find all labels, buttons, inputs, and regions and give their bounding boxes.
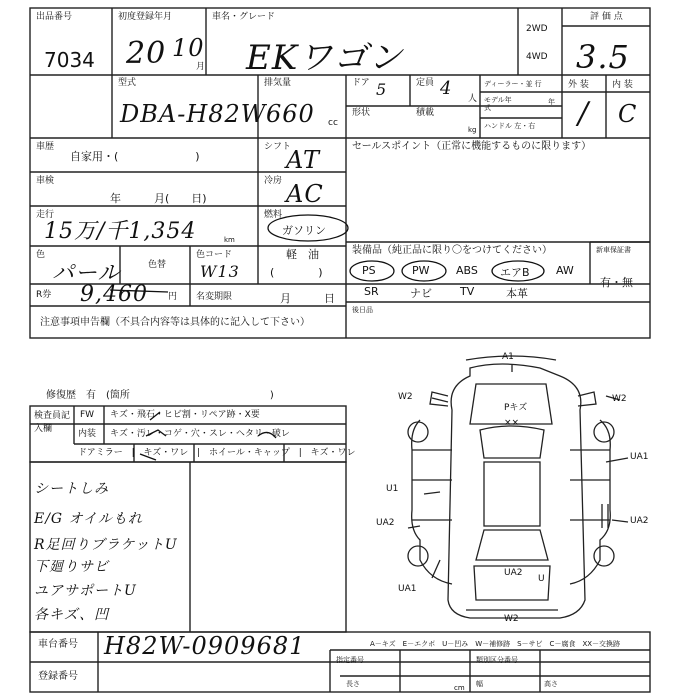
- equip-abs: ABS: [456, 264, 478, 277]
- reg-year: 20: [126, 36, 167, 71]
- dealer-label: ディーラー・並 行: [484, 80, 542, 88]
- load-label: 積載: [416, 108, 435, 118]
- warranty-label: 新車保証書: [596, 246, 631, 254]
- capacity: 4: [440, 78, 453, 99]
- shift-value: AT: [286, 146, 321, 174]
- damage-mark: Pキズ: [504, 403, 528, 413]
- equip-navi: ナビ: [410, 287, 432, 300]
- damage-legend: A－キズ E－エクボ U－凹み W－補修跡 S－サビ C－腐食 XX－交換跡: [370, 640, 621, 648]
- equip-aw: AW: [556, 264, 574, 277]
- class-number-label: 類別区分番号: [476, 656, 518, 664]
- km-unit: km: [224, 236, 235, 244]
- chassis-number: H82W-0909681: [104, 632, 306, 660]
- model-code: DBA-H82W: [120, 100, 267, 128]
- cert-number-label: 指定番号: [336, 656, 364, 664]
- drive-4wd: 4WD: [526, 52, 548, 62]
- equip-leather: 本革: [506, 287, 528, 300]
- length-unit: cm: [454, 684, 465, 692]
- color-value: パール: [52, 261, 121, 286]
- damage-mark: W2: [504, 614, 519, 624]
- interior-check-text: キズ・汚レ・コゲ・穴・スレ・ヘタリ・破レ: [110, 429, 290, 439]
- shape-label: 形状: [352, 108, 371, 118]
- mileage-value: 15万/千1,354: [44, 219, 197, 244]
- color-code-label: 色コード: [196, 250, 233, 260]
- height-label: 高さ: [544, 680, 558, 688]
- yen-unit: 円: [168, 292, 178, 302]
- interior-check-label: 内装: [78, 429, 97, 439]
- equip-tv: TV: [460, 285, 475, 298]
- reg-month: 10: [172, 34, 205, 62]
- chassis-label: 車台番号: [38, 639, 78, 650]
- model-year-label: モデル年式: [484, 96, 512, 112]
- exterior-label: 外 装: [568, 80, 589, 90]
- interior-label: 内 装: [612, 80, 633, 90]
- score-label: 評 価 点: [590, 12, 623, 22]
- lot-number: 7034: [44, 48, 95, 72]
- equipment-label: 装備品（純正品に限り〇をつけてください）: [352, 245, 552, 256]
- fw-label: FW: [80, 410, 95, 420]
- damage-mark: U1: [386, 484, 399, 494]
- mileage-label: 走行: [36, 210, 55, 220]
- equip-ps: PS: [362, 264, 376, 277]
- registration-label: 登録番号: [38, 671, 78, 682]
- car-name: EKワゴン: [246, 38, 404, 78]
- damage-mark: ××: [504, 418, 520, 428]
- model-label: 型式: [118, 78, 137, 88]
- inspection-value: 年 月( 日): [110, 192, 207, 205]
- history-value: 自家用・( ): [70, 150, 200, 163]
- car-diagram: [408, 356, 628, 618]
- repair-history: 修復歴 有 (箇所 ): [46, 390, 274, 401]
- handle-label: ハンドル 左・右: [484, 122, 536, 130]
- length-label: 長さ: [346, 680, 360, 688]
- fw-text: キズ・飛石・ヒビ割・リペア跡・X要: [110, 410, 260, 420]
- warranty-value: 有・無: [600, 276, 633, 289]
- fuel-light: 軽 油: [286, 248, 319, 261]
- damage-mark: W2: [612, 394, 627, 404]
- shift-label: シフト: [264, 142, 292, 152]
- color-label: 色: [36, 250, 46, 260]
- interior-grade: C: [618, 100, 638, 128]
- year-unit: 年: [548, 98, 555, 106]
- door-label: ドア: [352, 78, 370, 88]
- car-name-label: 車名・グレード: [212, 12, 276, 22]
- damage-mark: UA1: [398, 584, 417, 594]
- doors: 5: [376, 80, 388, 99]
- damage-mark: UA2: [504, 568, 523, 578]
- damage-mark: UA2: [376, 518, 395, 528]
- recycle-value: 9,460: [80, 282, 148, 307]
- inspection-label: 車検: [36, 176, 55, 186]
- recycle-label: R券: [36, 290, 52, 300]
- inspector-label: 検査員記入欄: [34, 411, 71, 434]
- cc-unit: cc: [328, 118, 338, 128]
- lot-number-label: 出品番号: [36, 12, 73, 22]
- cooler-label: 冷房: [264, 176, 283, 186]
- equip-airbag: エアB: [500, 266, 530, 279]
- note-line: 各キズ、凹: [34, 607, 110, 623]
- color-code: W13: [200, 262, 240, 281]
- capacity-label: 定員: [416, 78, 435, 88]
- first-reg-label: 初度登録年月: [118, 12, 173, 22]
- kg-unit: kg: [468, 126, 477, 134]
- note-line: 下廻りサビ: [34, 559, 109, 575]
- width-label: 幅: [476, 680, 483, 688]
- name-change-label: 名変期限: [196, 292, 233, 302]
- sales-point-label: セールスポイント（正常に機能するものに限ります）: [352, 141, 592, 152]
- history-label: 車歴: [36, 142, 55, 152]
- after-items-label: 後日品: [352, 306, 373, 314]
- color-change-label: 色替: [148, 260, 167, 270]
- damage-mark: U: [538, 574, 545, 584]
- fuel-paren: ( ): [270, 266, 323, 279]
- drive-2wd: 2WD: [526, 24, 548, 34]
- capacity-unit: 人: [468, 94, 478, 104]
- note-line: R足回りブラケットU: [34, 537, 178, 553]
- equip-pw: PW: [412, 264, 430, 277]
- name-change-value: 月 日: [280, 292, 335, 305]
- note-line: E/G オイルもれ: [34, 511, 143, 527]
- damage-mark: A1: [502, 352, 514, 362]
- damage-mark: W2: [398, 392, 413, 402]
- displacement-label: 排気量: [264, 78, 292, 88]
- misc-check-text: ドアミラー | キズ・ワレ | ホイール・キャップ | キズ・ワレ: [78, 448, 356, 458]
- exterior-grade: /: [578, 96, 590, 131]
- displacement: 660: [266, 100, 315, 128]
- fuel-value: ガソリン: [282, 224, 326, 237]
- fuel-label: 燃料: [264, 210, 283, 220]
- damage-mark: UA2: [630, 516, 649, 526]
- note-line: シートしみ: [34, 481, 109, 497]
- score-value: 3.5: [576, 38, 630, 76]
- note-line: ユアサポートU: [34, 583, 137, 599]
- month-unit: 月: [196, 62, 206, 72]
- notes-label: 注意事項申告欄（不具合内容等は具体的に記入して下さい）: [40, 317, 310, 328]
- damage-mark: UA1: [630, 452, 649, 462]
- equip-sr: SR: [364, 285, 379, 298]
- cooler-value: AC: [286, 180, 324, 208]
